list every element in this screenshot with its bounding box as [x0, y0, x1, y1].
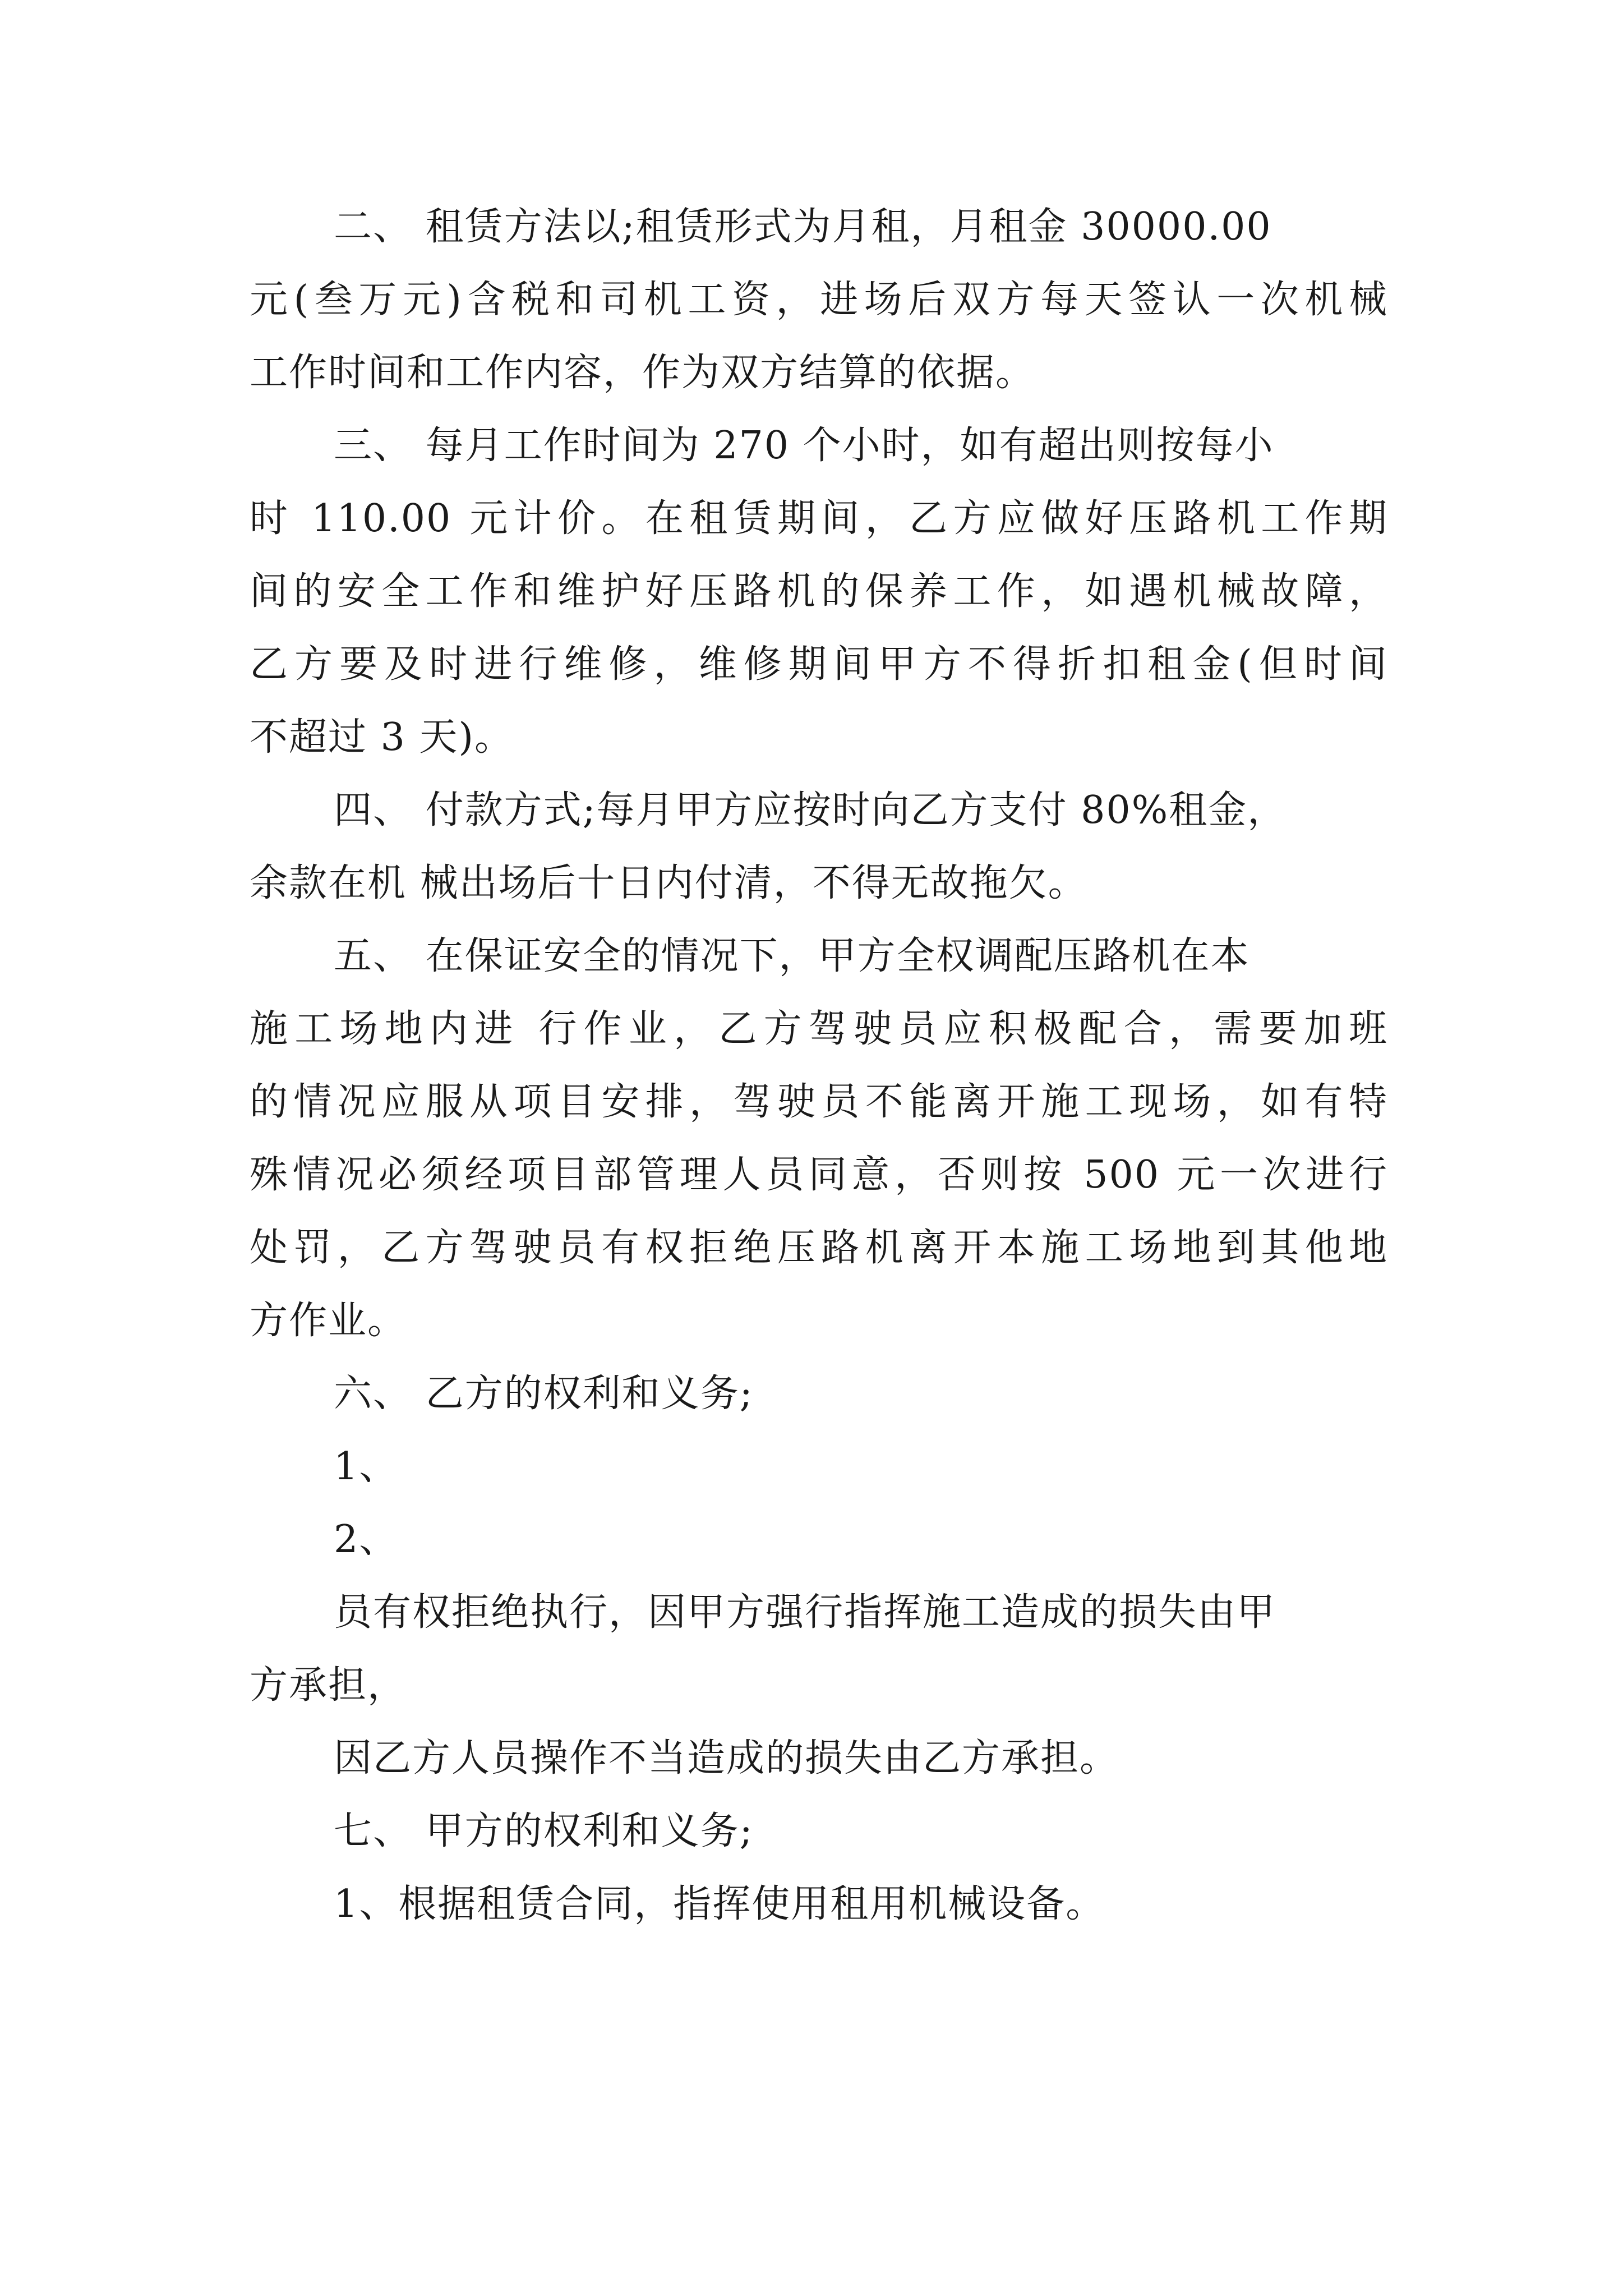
paragraph-line: 的情况应服从项目安排，驾驶员不能离开施工现场，如有特 [250, 1080, 1388, 1124]
section-heading: 七、 甲方的权利和义务; [334, 1809, 754, 1853]
paragraph-line: 方作业。 [250, 1299, 407, 1343]
paragraph-line: 方承担， [250, 1663, 407, 1708]
paragraph-line: 五、 在保证安全的情况下，甲方全权调配压路机在本 [334, 934, 1250, 978]
list-item: 1、根据租赁合同，指挥使用租用机械设备。 [334, 1882, 1105, 1926]
paragraph-line: 施工场地内进 行作业，乙方驾驶员应积极配合，需要加班 [250, 1007, 1388, 1051]
paragraph-line: 三、 每月工作时间为 270 个小时，如有超出则按每小 [334, 424, 1274, 468]
paragraph-line: 时 110.00 元计价。在租赁期间，乙方应做好压路机工作期 [250, 496, 1388, 541]
paragraph-line: 元(叁万元)含税和司机工资，进场后双方每天签认一次机械 [250, 278, 1388, 322]
paragraph-line: 四、 付款方式;每月甲方应按时向乙方支付 80%租金， [334, 788, 1287, 832]
paragraph-line: 不超过 3 天)。 [250, 715, 514, 760]
paragraph-line: 员有权拒绝执行，因甲方强行指挥施工造成的损失由甲 [334, 1590, 1276, 1635]
section-heading: 六、 乙方的权利和义务; [334, 1372, 754, 1416]
paragraph-line: 殊情况必须经项目部管理人员同意，否则按 500 元一次进行 [250, 1153, 1388, 1197]
paragraph-line: 间的安全工作和维护好压路机的保养工作，如遇机械故障， [250, 569, 1388, 614]
paragraph-line: 二、 租赁方法以;租赁形式为月租，月租金 30000.00 [334, 205, 1272, 249]
list-item: 1、 [334, 1444, 399, 1489]
paragraph-line: 处罚，乙方驾驶员有权拒绝压路机离开本施工场地到其他地 [250, 1226, 1388, 1270]
paragraph-line: 乙方要及时进行维修，维修期间甲方不得折扣租金(但时间 [250, 642, 1388, 687]
paragraph-line: 因乙方人员操作不当造成的损失由乙方承担。 [334, 1736, 1119, 1780]
paragraph-line: 工作时间和工作内容，作为双方结算的依据。 [250, 351, 1035, 395]
list-item: 2、 [334, 1517, 399, 1562]
paragraph-line: 余款在机 械出场后十日内付清，不得无故拖欠。 [250, 861, 1087, 905]
document-body [250, 191, 1388, 1941]
